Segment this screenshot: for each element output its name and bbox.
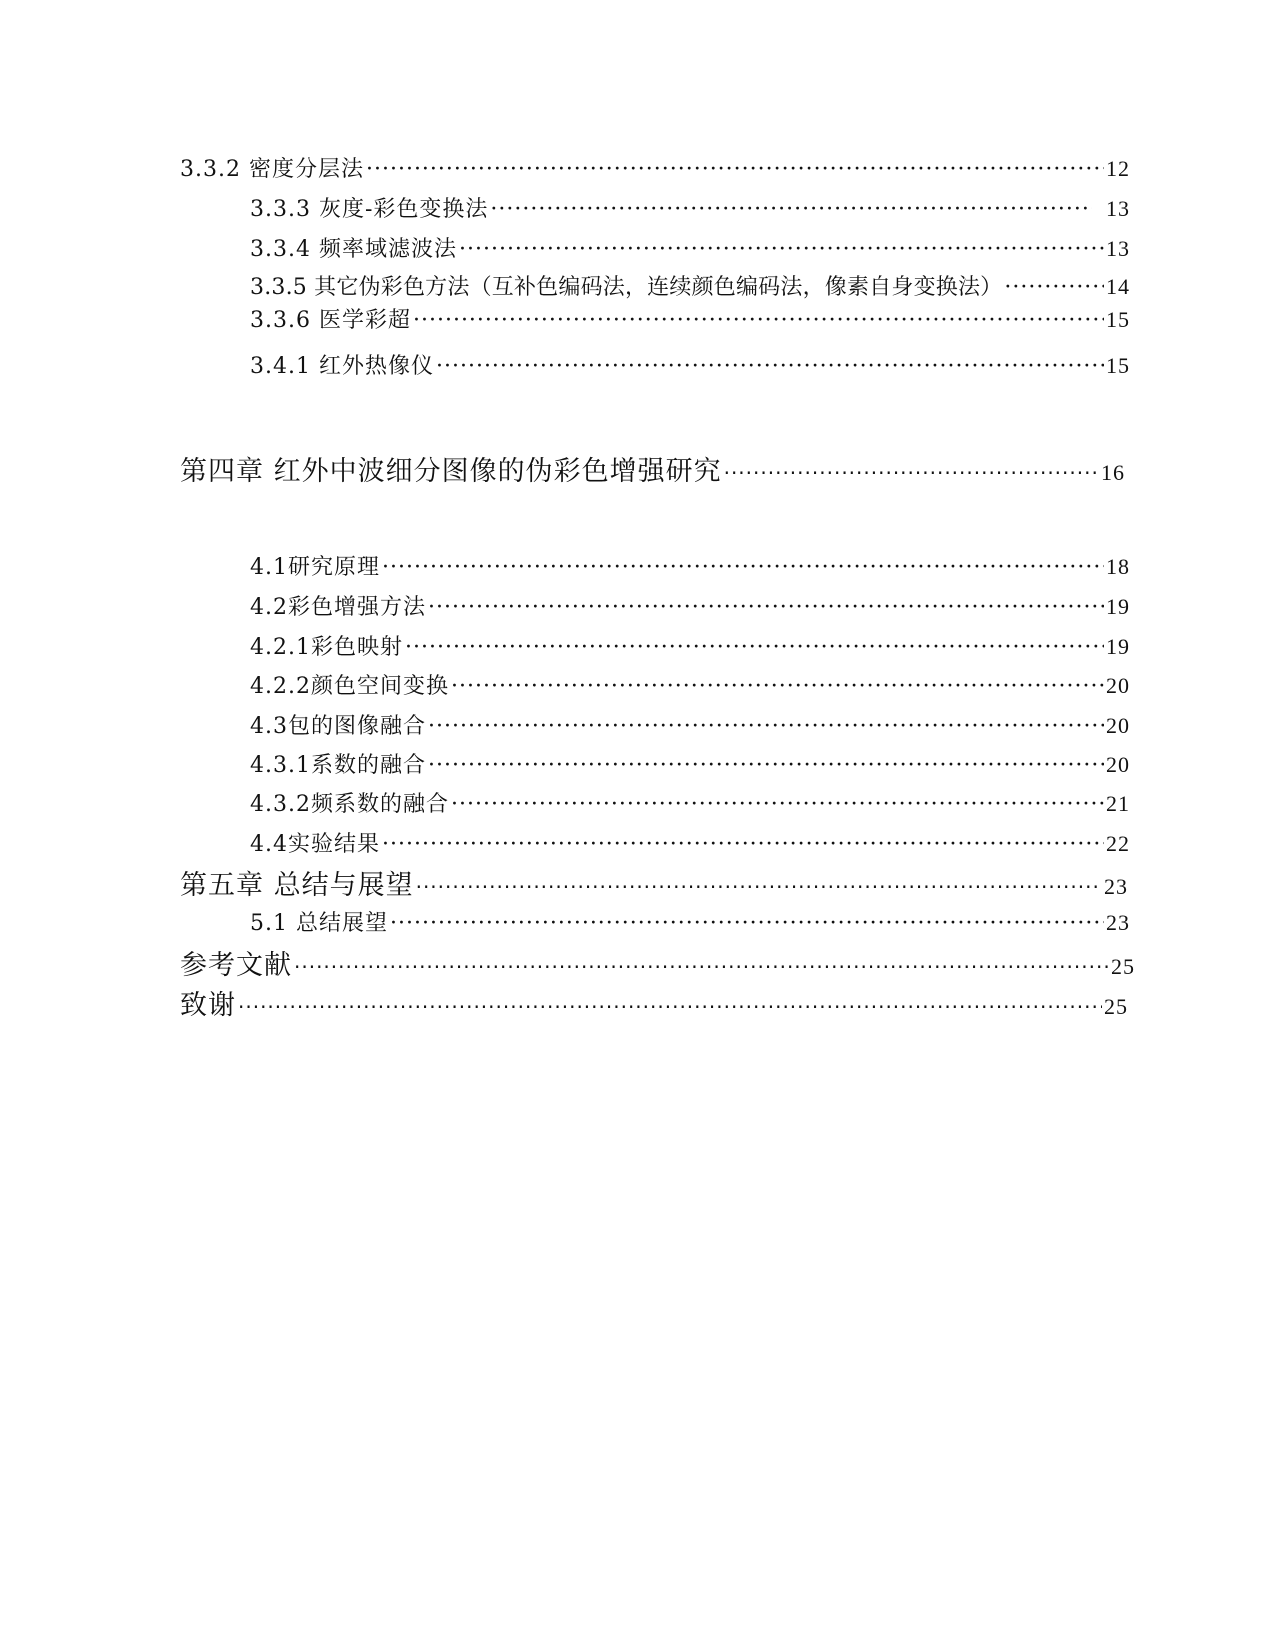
toc-entry-3-4-1: [250, 349, 1130, 380]
toc-page-number: 25: [1111, 954, 1135, 979]
toc-entry-4-3-2: [250, 787, 1130, 818]
toc-entry-title: 5.1 总结展望: [250, 911, 388, 936]
toc-entry-title: 参考文献: [180, 950, 292, 981]
toc-entry-title: 3.3.6 医学彩超: [250, 308, 411, 333]
toc-entry-4-3-1: [250, 748, 1130, 779]
toc-acknowledgements: [180, 983, 1128, 1022]
toc-leader-dots: [413, 308, 1104, 333]
toc-entry-3-3-3: [250, 192, 1130, 223]
toc-page-number: 14: [1106, 274, 1130, 299]
toc-page-number: 21: [1106, 791, 1130, 816]
toc-entry-4-1: [250, 550, 1130, 581]
toc-page-number: 22: [1106, 831, 1130, 856]
toc-entry-3-3-5: [250, 270, 1130, 301]
toc-page-number: 20: [1106, 713, 1130, 738]
toc-chapter-4: [180, 449, 1125, 488]
toc-leader-dots: [238, 995, 1102, 1019]
toc-entry-title: 3.4.1 红外热像仪: [250, 354, 434, 379]
toc-leader-dots: [416, 875, 1102, 899]
toc-entry-title: 3.3.5 其它伪彩色方法（互补色编码法，连续颜色编码法，像素自身变换法）: [250, 275, 1003, 300]
toc-entry-3-3-6: [250, 303, 1130, 334]
toc-entry-4-4: [250, 827, 1130, 858]
toc-page-number: 20: [1106, 752, 1130, 777]
toc-page-number: 20: [1106, 673, 1130, 698]
toc-entry-title: 3.3.3 灰度-彩色变换法: [250, 197, 489, 222]
toc-page-number: 15: [1106, 353, 1130, 378]
toc-leader-dots: [382, 832, 1104, 857]
toc-entry-4-2-2: [250, 669, 1130, 700]
toc-entry-4-2-1: [250, 630, 1130, 661]
toc-leader-dots: [724, 461, 1099, 485]
toc-entry-title: 4.2.1彩色映射: [250, 635, 403, 660]
toc-leader-dots: [451, 674, 1104, 699]
toc-page-number: 13: [1106, 196, 1130, 221]
toc-entry-title: 3.3.2 密度分层法: [180, 157, 364, 182]
toc-leader-dots: [1004, 275, 1104, 300]
toc-references: [180, 943, 1135, 982]
toc-page-number: 16: [1101, 460, 1125, 485]
toc-chapter-5: [180, 863, 1128, 902]
toc-page-number: 23: [1104, 874, 1128, 899]
toc-leader-dots: [390, 911, 1104, 936]
toc-leader-dots: [294, 955, 1109, 979]
toc-page-number: 15: [1106, 307, 1130, 332]
toc-entry-4-3: [250, 709, 1130, 740]
toc-entry-title: 4.3.1系数的融合: [250, 753, 426, 778]
toc-leader-dots: [436, 354, 1104, 379]
toc-entry-4-2: [250, 590, 1130, 621]
toc-leader-dots: [451, 792, 1104, 817]
toc-entry-title: 4.1研究原理: [250, 555, 380, 580]
toc-entry-3-3-4: [250, 232, 1130, 263]
toc-entry-title: 致谢: [180, 990, 236, 1021]
toc-entry-title: 第五章 总结与展望: [180, 870, 414, 901]
toc-entry-title: 4.3包的图像融合: [250, 714, 426, 739]
toc-leader-dots: [459, 237, 1104, 262]
toc-leader-dots: [428, 753, 1104, 778]
toc-page-number: 25: [1104, 994, 1128, 1019]
toc-entry-title: 4.4实验结果: [250, 832, 380, 857]
toc-page-number: 19: [1106, 594, 1130, 619]
toc-page-number: 18: [1106, 554, 1130, 579]
toc-page-number: 13: [1106, 236, 1130, 261]
toc-leader-dots: [405, 635, 1104, 660]
toc-page-number: 19: [1106, 634, 1130, 659]
toc-page-number: 12: [1106, 156, 1130, 181]
toc-leader-dots: [428, 595, 1104, 620]
toc-leader-dots: [366, 157, 1104, 182]
toc-leader-dots: [490, 197, 1092, 222]
toc-leader-dots: [428, 714, 1104, 739]
toc-entry-title: 4.3.2频系数的融合: [250, 792, 449, 817]
toc-leader-dots: [382, 555, 1104, 580]
toc-entry-3-3-2: [180, 152, 1130, 183]
toc-entry-title: 第四章 红外中波细分图像的伪彩色增强研究: [180, 456, 722, 487]
toc-entry-title: 4.2.2颜色空间变换: [250, 674, 449, 699]
toc-entry-5-1: [250, 906, 1130, 937]
toc-entry-title: 4.2彩色增强方法: [250, 595, 426, 620]
toc-page-number: 23: [1106, 910, 1130, 935]
toc-entry-title: 3.3.4 频率域滤波法: [250, 237, 457, 262]
